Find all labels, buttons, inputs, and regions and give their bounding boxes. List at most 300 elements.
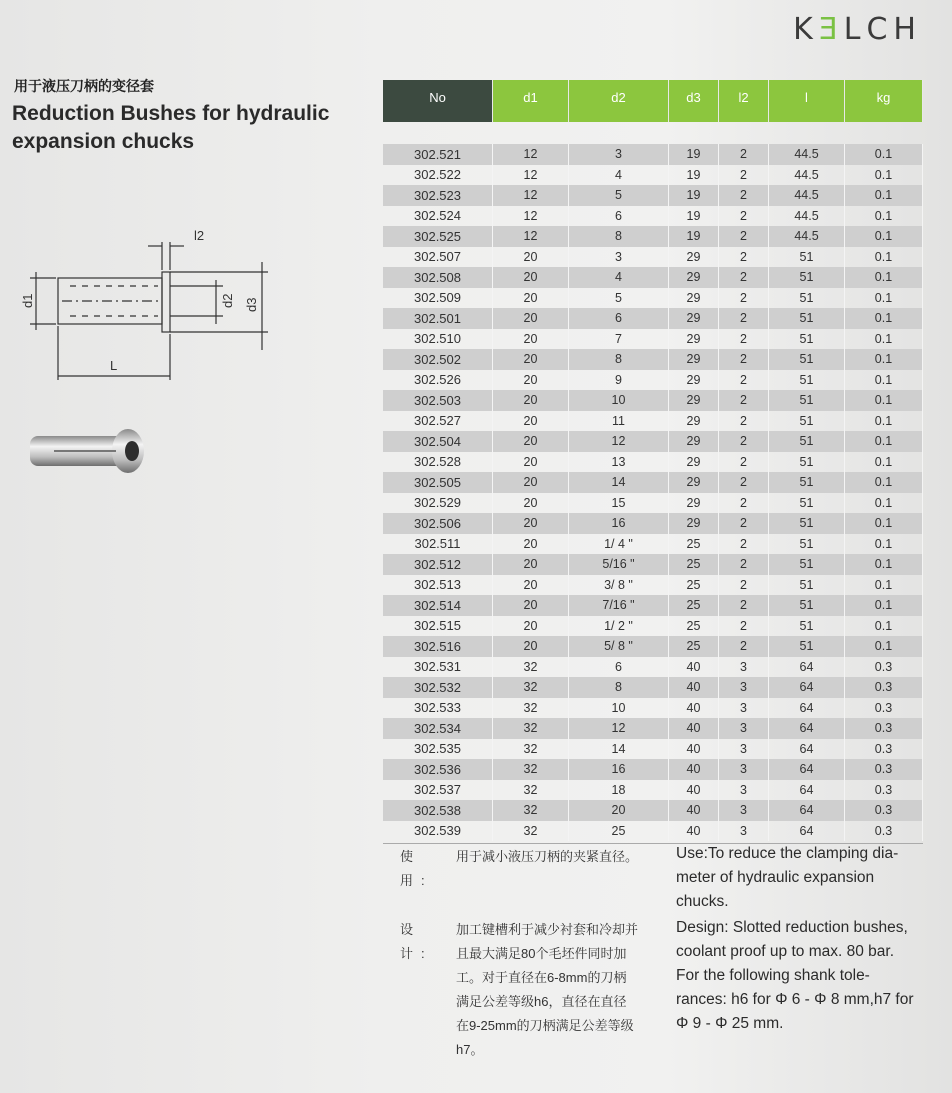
table-row — [383, 677, 923, 698]
cell-no: 302.532 — [383, 677, 493, 698]
cell-d1: 20 — [493, 329, 569, 350]
table-row — [383, 493, 923, 514]
table-header — [383, 80, 923, 122]
logo-letter-k: K — [793, 12, 819, 47]
cell-d3: 40 — [669, 821, 719, 842]
cell-d2: 7 — [569, 329, 669, 350]
cell-l: 64 — [769, 657, 845, 678]
cell-kg: 0.1 — [845, 329, 923, 350]
cell-kg: 0.1 — [845, 288, 923, 309]
cell-d2: 5 — [569, 288, 669, 309]
cell-l2: 2 — [719, 595, 769, 616]
cell-l: 51 — [769, 267, 845, 288]
cell-l: 64 — [769, 821, 845, 842]
cell-d2: 12 — [569, 431, 669, 452]
cell-d2: 25 — [569, 821, 669, 842]
cell-l: 51 — [769, 431, 845, 452]
cell-d1: 20 — [493, 308, 569, 329]
cell-l2: 2 — [719, 288, 769, 309]
cell-d2: 1/ 2 " — [569, 616, 669, 637]
cell-no: 302.521 — [383, 144, 493, 165]
cell-d3: 29 — [669, 349, 719, 370]
cell-kg: 0.3 — [845, 718, 923, 739]
table-row — [383, 226, 923, 247]
cell-l2: 3 — [719, 780, 769, 801]
cell-l2: 3 — [719, 657, 769, 678]
cell-d3: 29 — [669, 493, 719, 514]
cell-d1: 20 — [493, 554, 569, 575]
cell-kg: 0.3 — [845, 657, 923, 678]
cell-d3: 40 — [669, 698, 719, 719]
page-title-english: Reduction Bushes for hydraulic expansion chucks — [12, 102, 330, 153]
table-row — [383, 595, 923, 616]
cell-kg: 0.1 — [845, 411, 923, 432]
table-row — [383, 636, 923, 657]
table-row — [383, 390, 923, 411]
cell-kg: 0.1 — [845, 452, 923, 473]
drawing-collar — [162, 272, 170, 332]
cell-kg: 0.3 — [845, 677, 923, 698]
cell-d2: 6 — [569, 206, 669, 227]
cell-d1: 20 — [493, 370, 569, 391]
table-row — [383, 431, 923, 452]
cell-no: 302.537 — [383, 780, 493, 801]
cell-l2: 2 — [719, 534, 769, 555]
cell-d1: 32 — [493, 677, 569, 698]
cell-l2: 3 — [719, 759, 769, 780]
cell-d1: 32 — [493, 739, 569, 760]
cell-d1: 20 — [493, 513, 569, 534]
cell-l: 51 — [769, 554, 845, 575]
cell-d2: 14 — [569, 472, 669, 493]
cell-d1: 20 — [493, 616, 569, 637]
cell-d1: 12 — [493, 226, 569, 247]
cell-l2: 3 — [719, 800, 769, 821]
cell-l2: 2 — [719, 431, 769, 452]
table-row — [383, 575, 923, 596]
cell-l2: 3 — [719, 821, 769, 842]
cell-d2: 8 — [569, 677, 669, 698]
cell-no: 302.507 — [383, 247, 493, 268]
cell-d3: 19 — [669, 185, 719, 206]
cell-kg: 0.1 — [845, 349, 923, 370]
cell-no: 302.525 — [383, 226, 493, 247]
cell-d3: 29 — [669, 472, 719, 493]
cell-l: 44.5 — [769, 206, 845, 227]
cell-d1: 20 — [493, 493, 569, 514]
table-row — [383, 185, 923, 206]
cell-d3: 40 — [669, 800, 719, 821]
bush-product-photo — [24, 420, 154, 490]
cell-d2: 8 — [569, 226, 669, 247]
cell-no: 302.523 — [383, 185, 493, 206]
cell-kg: 0.3 — [845, 821, 923, 842]
cell-d1: 20 — [493, 534, 569, 555]
cell-kg: 0.1 — [845, 431, 923, 452]
cell-l2: 2 — [719, 452, 769, 473]
cell-no: 302.529 — [383, 493, 493, 514]
cell-no: 302.524 — [383, 206, 493, 227]
cell-l: 51 — [769, 472, 845, 493]
cell-d3: 29 — [669, 513, 719, 534]
cell-d1: 32 — [493, 759, 569, 780]
drawing-label-d1: d1 — [20, 293, 35, 308]
cell-kg: 0.1 — [845, 206, 923, 227]
cell-d1: 20 — [493, 247, 569, 268]
cell-l: 64 — [769, 677, 845, 698]
use-text-chinese: 用于减小液压刀柄的夹紧直径。 — [456, 849, 639, 864]
cell-d1: 20 — [493, 288, 569, 309]
cell-l2: 3 — [719, 718, 769, 739]
table-row — [383, 759, 923, 780]
cell-d2: 8 — [569, 349, 669, 370]
use-text-english: Use:To reduce the clamping dia-meter of hydraulic expansion chucks. — [676, 845, 899, 910]
cell-d3: 40 — [669, 780, 719, 801]
cell-l2: 2 — [719, 144, 769, 165]
reduction-bush-table — [383, 80, 923, 844]
cell-l: 51 — [769, 636, 845, 657]
cell-l: 51 — [769, 534, 845, 555]
table-row — [383, 267, 923, 288]
cell-d3: 25 — [669, 616, 719, 637]
cell-l2: 2 — [719, 493, 769, 514]
cell-d1: 12 — [493, 206, 569, 227]
cell-l2: 2 — [719, 575, 769, 596]
cell-d2: 9 — [569, 370, 669, 391]
cell-d3: 29 — [669, 390, 719, 411]
cell-l2: 2 — [719, 616, 769, 637]
cell-d1: 32 — [493, 698, 569, 719]
cell-no: 302.515 — [383, 616, 493, 637]
cell-l: 51 — [769, 616, 845, 637]
design-section-chinese — [400, 918, 650, 1062]
table-row — [383, 206, 923, 227]
cell-l2: 2 — [719, 247, 769, 268]
cell-l: 64 — [769, 698, 845, 719]
table-row — [383, 780, 923, 801]
cell-no: 302.538 — [383, 800, 493, 821]
table-row — [383, 534, 923, 555]
drawing-label-d2: d2 — [220, 293, 235, 308]
cell-d2: 13 — [569, 452, 669, 473]
cell-kg: 0.1 — [845, 493, 923, 514]
cell-no: 302.533 — [383, 698, 493, 719]
header-d2: d2 — [569, 80, 669, 122]
cell-l2: 3 — [719, 698, 769, 719]
cell-l: 44.5 — [769, 165, 845, 186]
header-l: l — [769, 80, 845, 122]
cell-d2: 16 — [569, 513, 669, 534]
cell-no: 302.514 — [383, 595, 493, 616]
cell-d3: 40 — [669, 657, 719, 678]
cell-d1: 12 — [493, 185, 569, 206]
cell-l2: 2 — [719, 349, 769, 370]
cell-no: 302.503 — [383, 390, 493, 411]
cell-l: 51 — [769, 247, 845, 268]
cell-d2: 7/16 " — [569, 595, 669, 616]
cell-kg: 0.1 — [845, 308, 923, 329]
table-row — [383, 554, 923, 575]
table-row — [383, 165, 923, 186]
cell-d1: 20 — [493, 575, 569, 596]
cell-kg: 0.1 — [845, 144, 923, 165]
cell-d2: 5/ 8 " — [569, 636, 669, 657]
table-row — [383, 698, 923, 719]
cell-l: 51 — [769, 370, 845, 391]
header-no: No — [383, 80, 493, 122]
design-text-english: Design: Slotted reduction bushes, coolant proof up to max. 80 bar. For the following shank tole-rances: h6 for Φ 6 - Φ 8 mm,h7 for Φ 9 - Φ 25 mm. — [676, 919, 914, 1032]
table-row — [383, 657, 923, 678]
cell-no: 302.505 — [383, 472, 493, 493]
cell-l: 51 — [769, 575, 845, 596]
cell-d2: 14 — [569, 739, 669, 760]
cell-kg: 0.1 — [845, 513, 923, 534]
cell-d2: 10 — [569, 390, 669, 411]
cell-kg: 0.3 — [845, 739, 923, 760]
header-d3: d3 — [669, 80, 719, 122]
cell-no: 302.522 — [383, 165, 493, 186]
cell-d3: 19 — [669, 206, 719, 227]
cell-l: 44.5 — [769, 144, 845, 165]
cell-d1: 32 — [493, 718, 569, 739]
cell-kg: 0.1 — [845, 370, 923, 391]
table-row — [383, 718, 923, 739]
cell-l: 51 — [769, 411, 845, 432]
cell-d2: 12 — [569, 718, 669, 739]
cell-kg: 0.1 — [845, 185, 923, 206]
cell-kg: 0.1 — [845, 165, 923, 186]
cell-d3: 29 — [669, 452, 719, 473]
cell-l: 44.5 — [769, 226, 845, 247]
cell-d3: 40 — [669, 677, 719, 698]
cell-l: 64 — [769, 739, 845, 760]
cell-l2: 2 — [719, 636, 769, 657]
cell-l: 51 — [769, 513, 845, 534]
table-row — [383, 739, 923, 760]
cell-d2: 15 — [569, 493, 669, 514]
cell-d1: 12 — [493, 165, 569, 186]
cell-l2: 2 — [719, 308, 769, 329]
cell-l2: 2 — [719, 185, 769, 206]
cell-l2: 2 — [719, 165, 769, 186]
cell-kg: 0.1 — [845, 554, 923, 575]
logo-accent-e: Ǝ — [818, 12, 844, 47]
table-row — [383, 472, 923, 493]
table-row — [383, 329, 923, 350]
cell-no: 302.506 — [383, 513, 493, 534]
cell-no: 302.508 — [383, 267, 493, 288]
cell-d3: 29 — [669, 308, 719, 329]
cell-d2: 4 — [569, 267, 669, 288]
cell-kg: 0.1 — [845, 226, 923, 247]
cell-l2: 3 — [719, 677, 769, 698]
cell-no: 302.512 — [383, 554, 493, 575]
cell-d2: 5 — [569, 185, 669, 206]
cell-d2: 3/ 8 " — [569, 575, 669, 596]
cell-d3: 19 — [669, 226, 719, 247]
cell-d3: 29 — [669, 431, 719, 452]
cell-kg: 0.1 — [845, 636, 923, 657]
cell-kg: 0.3 — [845, 780, 923, 801]
cell-kg: 0.1 — [845, 247, 923, 268]
cell-d3: 25 — [669, 575, 719, 596]
cell-no: 302.534 — [383, 718, 493, 739]
cell-l2: 2 — [719, 206, 769, 227]
cell-d2: 3 — [569, 247, 669, 268]
cell-l2: 2 — [719, 370, 769, 391]
drawing-label-L: L — [110, 358, 118, 373]
cell-kg: 0.1 — [845, 616, 923, 637]
cell-l: 51 — [769, 329, 845, 350]
cell-no: 302.511 — [383, 534, 493, 555]
cell-d3: 25 — [669, 534, 719, 555]
cell-l2: 2 — [719, 554, 769, 575]
cell-d1: 32 — [493, 800, 569, 821]
cell-l2: 3 — [719, 739, 769, 760]
cell-no: 302.531 — [383, 657, 493, 678]
cell-d1: 12 — [493, 144, 569, 165]
cell-d2: 6 — [569, 657, 669, 678]
logo-letters-lch: LCH — [843, 12, 922, 47]
cell-d3: 29 — [669, 411, 719, 432]
cell-l2: 2 — [719, 472, 769, 493]
cell-kg: 0.1 — [845, 390, 923, 411]
cell-l2: 2 — [719, 329, 769, 350]
cell-no: 302.513 — [383, 575, 493, 596]
use-section-chinese — [400, 845, 650, 893]
cell-d3: 19 — [669, 144, 719, 165]
cell-d2: 11 — [569, 411, 669, 432]
cell-d1: 20 — [493, 452, 569, 473]
cell-kg: 0.3 — [845, 800, 923, 821]
cell-l2: 2 — [719, 513, 769, 534]
cell-d3: 29 — [669, 370, 719, 391]
cell-no: 302.516 — [383, 636, 493, 657]
cell-d1: 20 — [493, 636, 569, 657]
table-row — [383, 452, 923, 473]
cell-d2: 10 — [569, 698, 669, 719]
cell-d2: 18 — [569, 780, 669, 801]
cell-d3: 40 — [669, 759, 719, 780]
cell-d2: 6 — [569, 308, 669, 329]
cell-no: 302.510 — [383, 329, 493, 350]
cell-l: 44.5 — [769, 185, 845, 206]
cell-no: 302.504 — [383, 431, 493, 452]
cell-kg: 0.1 — [845, 575, 923, 596]
cell-d3: 25 — [669, 554, 719, 575]
cell-d1: 20 — [493, 390, 569, 411]
cell-d3: 29 — [669, 288, 719, 309]
cell-d2: 1/ 4 " — [569, 534, 669, 555]
cell-no: 302.509 — [383, 288, 493, 309]
cell-no: 302.528 — [383, 452, 493, 473]
cell-no: 302.539 — [383, 821, 493, 842]
cell-no: 302.526 — [383, 370, 493, 391]
cell-l: 64 — [769, 780, 845, 801]
table-row — [383, 616, 923, 637]
header-d1: d1 — [493, 80, 569, 122]
cell-d3: 29 — [669, 329, 719, 350]
design-label-chinese: 设 计: — [400, 922, 433, 961]
cell-kg: 0.3 — [845, 698, 923, 719]
table-row — [383, 144, 923, 165]
cell-l2: 2 — [719, 267, 769, 288]
design-text-chinese: 加工键槽利于减少衬套和冷却并且最大满足80个毛坯件同时加工。对于直径在6-8mm的刀柄满足公差等级h6，直径在直径在9-25mm的刀柄满足公差等级h7。 — [456, 922, 639, 1057]
cell-l: 51 — [769, 308, 845, 329]
cell-l: 64 — [769, 718, 845, 739]
kelch-logo — [793, 12, 922, 47]
cell-l2: 2 — [719, 390, 769, 411]
cell-d3: 40 — [669, 718, 719, 739]
table-row — [383, 821, 923, 842]
use-label-chinese: 使 用: — [400, 849, 433, 888]
header-l2: l2 — [719, 80, 769, 122]
cell-d1: 20 — [493, 431, 569, 452]
cell-l: 51 — [769, 452, 845, 473]
cell-kg: 0.1 — [845, 267, 923, 288]
cell-d1: 32 — [493, 780, 569, 801]
table-row — [383, 411, 923, 432]
cell-d2: 16 — [569, 759, 669, 780]
table-row — [383, 247, 923, 268]
cell-no: 302.502 — [383, 349, 493, 370]
table-row — [383, 288, 923, 309]
cell-kg: 0.1 — [845, 595, 923, 616]
cell-l: 51 — [769, 493, 845, 514]
cell-d3: 19 — [669, 165, 719, 186]
cell-d3: 29 — [669, 247, 719, 268]
cell-l: 51 — [769, 288, 845, 309]
cell-d1: 20 — [493, 411, 569, 432]
cell-kg: 0.3 — [845, 759, 923, 780]
cell-l: 51 — [769, 390, 845, 411]
table-row — [383, 513, 923, 534]
cell-d1: 20 — [493, 267, 569, 288]
table-row — [383, 349, 923, 370]
table-row — [383, 800, 923, 821]
cell-l2: 2 — [719, 226, 769, 247]
cell-l: 64 — [769, 759, 845, 780]
cell-d2: 5/16 " — [569, 554, 669, 575]
cell-d3: 25 — [669, 595, 719, 616]
drawing-label-d3: d3 — [244, 297, 259, 312]
cell-d1: 32 — [493, 821, 569, 842]
cell-d2: 20 — [569, 800, 669, 821]
cell-l2: 2 — [719, 411, 769, 432]
cell-no: 302.536 — [383, 759, 493, 780]
cell-no: 302.527 — [383, 411, 493, 432]
cell-l: 51 — [769, 349, 845, 370]
cell-d1: 20 — [493, 472, 569, 493]
cell-d1: 20 — [493, 595, 569, 616]
cell-d1: 20 — [493, 349, 569, 370]
cell-kg: 0.1 — [845, 534, 923, 555]
cell-d1: 32 — [493, 657, 569, 678]
cell-d3: 25 — [669, 636, 719, 657]
drawing-label-l2: l2 — [194, 228, 205, 243]
cell-l: 51 — [769, 595, 845, 616]
bush-technical-drawing — [18, 220, 278, 390]
page-title-chinese: 用于液压刀柄的变径套 — [14, 78, 154, 94]
cell-l: 64 — [769, 800, 845, 821]
cell-d2: 4 — [569, 165, 669, 186]
cell-d3: 40 — [669, 739, 719, 760]
cell-d3: 29 — [669, 267, 719, 288]
table-row — [383, 370, 923, 391]
table-row — [383, 308, 923, 329]
cell-no: 302.501 — [383, 308, 493, 329]
header-kg: kg — [845, 80, 923, 122]
